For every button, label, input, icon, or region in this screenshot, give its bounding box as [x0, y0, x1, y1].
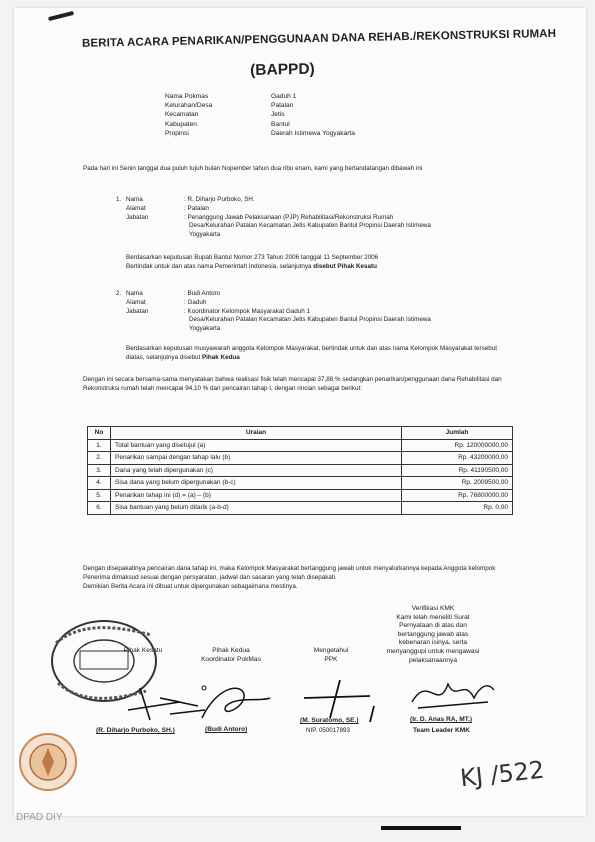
statement-paragraph: Dengan ini secara bersama-sama menyatakan bahwa realisasi fisik telah mencapai 37,88 % sedangkan penarikan/penggunaan dana Rehabilitasi dan Rekonstruksi rumah telah mencapai 94,10 % dari pencairan tahap I, dengan rincian sebagai berikut: — [83, 376, 502, 392]
row-description: Penarikan sampai dengan tahap lalu (b) — [111, 452, 402, 465]
table-row — [88, 502, 513, 515]
alamat-label: Alamat — [126, 298, 146, 306]
team-leader-role: Team Leader KMK — [413, 727, 471, 734]
row-number: 1. — [88, 439, 111, 452]
row-number: 4. — [88, 477, 111, 490]
info-label: Kelurahan/Desa — [165, 102, 213, 110]
verif-line: pelaksanaannya — [408, 656, 458, 664]
nama-label: Nama — [126, 196, 143, 203]
team-leader-signature — [408, 672, 498, 716]
nama-label: Nama — [126, 290, 143, 297]
jabatan-label: Jabatan — [126, 213, 149, 221]
document-subtitle: (BAPPD) — [250, 60, 315, 79]
info-row — [165, 92, 355, 101]
party-address: : Patalan — [184, 204, 209, 212]
kedua-role — [188, 647, 274, 664]
party-name: : Budi Antoro — [184, 290, 221, 297]
party-one — [116, 196, 516, 240]
info-value: Daerah Istimewa Yogyakarta — [271, 129, 355, 137]
party-number: 1. — [116, 196, 122, 203]
row-number: 2. — [88, 452, 111, 465]
party-position-line2: Desa/Kelurahan Patalan Kecamatan Jetis Kabupaten Bantul Propinsi Daerah Istimewa — [189, 316, 431, 324]
party-number: 2. — [116, 290, 122, 297]
ppk-role — [296, 647, 366, 664]
col-jumlah: Jumlah — [402, 427, 513, 440]
row-number: 5. — [88, 489, 111, 502]
party-position-line3: Yogyakarta — [189, 231, 221, 239]
closing-paragraph — [83, 565, 523, 591]
row-number: 6. — [88, 502, 111, 515]
table-row — [88, 477, 513, 490]
row-description: Dana yang telah dipergunakan (c) — [111, 464, 402, 477]
table-row — [88, 489, 513, 502]
info-value: Jetis — [271, 111, 285, 119]
info-row — [165, 110, 355, 119]
ppk-nip: NIP. 050017893 — [306, 727, 350, 734]
kmk-verification — [370, 605, 496, 665]
party-address: : Gaduh — [184, 298, 207, 306]
party-one-acting: Bertindak untuk dan atas nama Pemerintah Indonesia, selanjutnya disebut Pihak Kesatu — [126, 262, 377, 270]
verif-line: menyanggupi untuk mengawasi — [386, 647, 480, 655]
handwritten-note: KJ /522 — [458, 755, 546, 793]
row-amount: Rp. 0,00 — [402, 502, 513, 515]
party-two — [116, 290, 526, 334]
pjp-name: (R. Diharjo Purboko, SH.) — [96, 727, 175, 734]
ppk-role-position: PPK — [324, 655, 338, 663]
info-value: Patalan — [271, 102, 294, 110]
row-description: Penarikan tahap ini (d) = (a) – (b) — [111, 489, 402, 502]
verif-line: Pernyataan di atas dan — [399, 622, 467, 630]
closing-text: Dengan disepakatinya pencairan dana tahap ini, maka Kelompok Masyarakat bertanggung jawab untuk menyalurkannya kepada Anggota kelompok Penerima dimaksud sesuai dengan persyaratan, jadwal dan sasaran yang telah disepakati. — [83, 565, 496, 581]
info-row — [165, 120, 355, 129]
col-uraian: Uraian — [111, 427, 402, 440]
info-label: Propinsi — [165, 129, 189, 137]
info-value: Gaduh 1 — [271, 93, 297, 100]
party-one-designation: disebut Pihak Kesatu — [313, 262, 377, 270]
party-position-line2: Desa/Kelurahan Patalan Kecamatan Jetis Kabupaten Bantul Propinsi Daerah Istimewa — [189, 222, 431, 230]
table-row — [88, 464, 513, 477]
table-header-row — [88, 427, 513, 440]
verif-line: Verifikasi KMK — [411, 605, 455, 612]
row-number: 3. — [88, 464, 111, 477]
party-one-basis — [126, 254, 516, 272]
row-amount: Rp. 2009500,00 — [402, 477, 513, 490]
ppk-name: (M. Suratomo, SE.) — [300, 717, 359, 724]
kedua-signature — [196, 678, 276, 724]
team-leader-name: (Ir. D. Anas RA, MT.) — [410, 716, 473, 723]
jabatan-label: Jabatan — [126, 307, 149, 315]
info-label: Nama Pokmas — [165, 93, 209, 100]
pokmas-info — [165, 92, 355, 138]
row-description: Total bantuan yang disetujui (a) — [111, 439, 402, 452]
row-amount: Rp. 120000000,00 — [402, 439, 513, 452]
party-two-designation: Pihak Kedua — [201, 353, 240, 361]
info-label: Kecamatan — [165, 111, 199, 119]
intro-paragraph: Pada hari ini Senin tanggal dua puluh tujuh bulan Nopember tahun dua ribu enam, kami yang bertandatangan dibawah ini — [83, 165, 423, 172]
verif-line: kebenaran isinya, serta — [398, 639, 468, 647]
info-row — [165, 129, 355, 138]
info-label: Kabupaten — [165, 120, 197, 128]
info-value: Bantul — [271, 120, 290, 128]
party-position: : Penanggung Jawab Pelaksanaan (PJP) Rehabilitasi/Rekonstruksi Rumah — [184, 213, 394, 221]
verif-line: Kami telah meneliti Surat — [396, 613, 470, 621]
party-position-line3: Yogyakarta — [189, 325, 221, 333]
ppk-role-title: Mengetahui — [313, 647, 349, 654]
pjp-role: Pihak Kesatu — [123, 647, 163, 654]
table-row — [88, 452, 513, 465]
info-row — [165, 101, 355, 110]
kedua-name: (Budi Antoro) — [205, 726, 248, 733]
party-two-basis: Berdasarkan keputusan musyawarah anggota Kelompok Masyarakat, bertindak untuk dan atas nama Kelompok Masyarakat tersebut diatas, selanjutnya disebut Pihak Kedua — [126, 345, 498, 361]
bottom-bar — [381, 826, 461, 830]
closing-statement: Demikian Berita Acara ini dibuat untuk dipergunakan sebagaimana mestinya. — [83, 582, 298, 590]
verif-line: bertanggung jawab atas — [397, 630, 469, 638]
row-amount: Rp. 76800000,00 — [402, 489, 513, 502]
table-row — [88, 439, 513, 452]
party-one-decree: Berdasarkan keputusan Bupati Bantul Nomor 273 Tahun 2006 tanggal 11 September 2006 — [126, 254, 379, 261]
kedua-role-title: Pihak Kedua — [212, 647, 250, 654]
col-no: No — [88, 427, 111, 440]
funds-table — [87, 426, 513, 515]
footer-label: DPAD DIY — [16, 812, 63, 823]
row-amount: Rp. 43200000,00 — [402, 452, 513, 465]
kedua-role-position: Koordinator PokMas — [201, 655, 261, 663]
row-amount: Rp. 41190500,00 — [402, 464, 513, 477]
document-title: BERITA ACARA PENARIKAN/PENGGUNAAN DANA REHAB./REKONSTRUKSI RUMAH — [81, 27, 557, 50]
row-description: Sisa bantuan yang belum ditarik (a-b-d) — [111, 502, 402, 515]
row-description: Sisa dana yang belum dipergunakan (b-c) — [111, 477, 402, 490]
party-name: : R. Diharjo Purboko, SH. — [184, 196, 255, 203]
party-position: : Koordinator Kelompok Masyarakat Gaduh 1 — [184, 307, 311, 315]
archive-seal-icon — [16, 730, 80, 794]
alamat-label: Alamat — [126, 204, 146, 212]
